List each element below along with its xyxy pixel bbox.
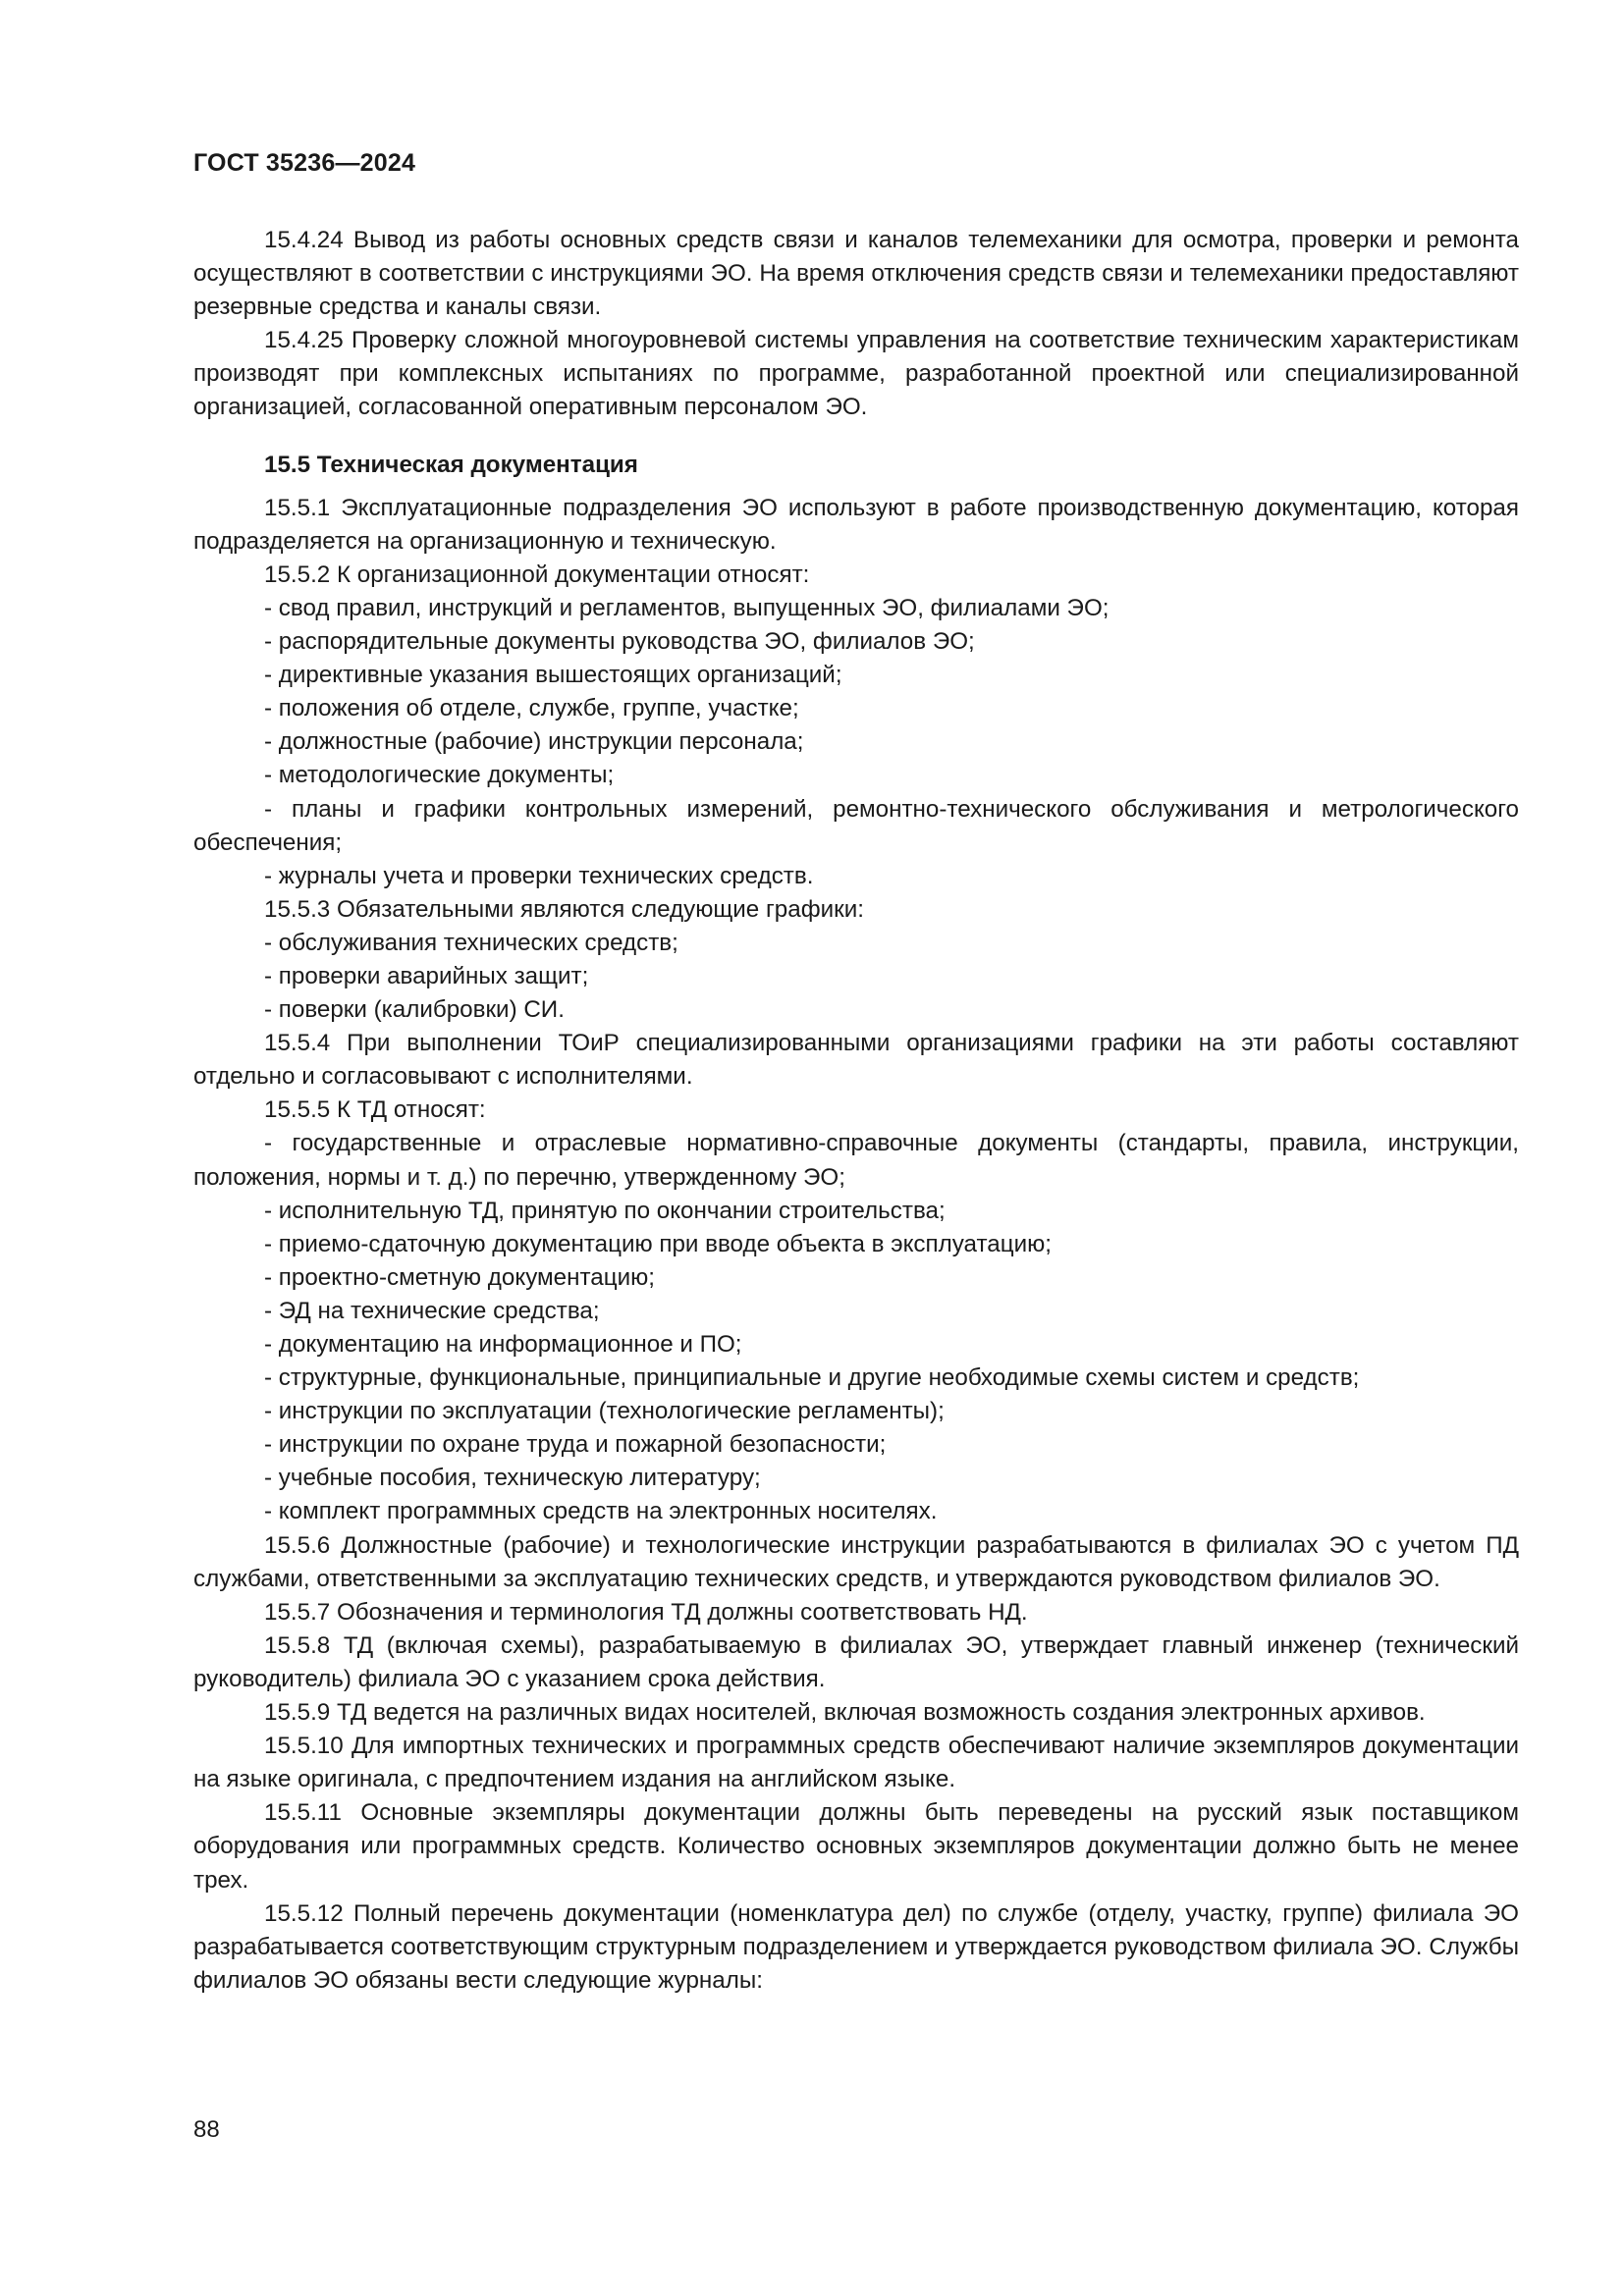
list-item: - свод правил, инструкций и регламентов, выпущенных ЭО, филиалами ЭО;: [264, 594, 1110, 621]
paragraph-15-5-8: 15.5.8 ТД (включая схемы), разрабатываемую в филиалах ЭО, утверждает главный инженер (технический руководитель) филиала ЭО с указанием срока действия.: [193, 1631, 1519, 1692]
paragraph-15-5-2: 15.5.2 К организационной документации относят:: [264, 561, 810, 588]
paragraph-15-5-6: 15.5.6 Должностные (рабочие) и технологические инструкции разрабатываются в филиалах ЭО с учетом ПД службами, ответственными за эксплуатацию технических средств, и утверждаются руководством филиалов ЭО.: [193, 1531, 1519, 1592]
document-body: [193, 224, 1519, 1998]
paragraph-15-5-4: 15.5.4 При выполнении ТОиР специализированными организациями графики на эти работы составляют отдельно и согласовывают с исполнителями.: [193, 1030, 1519, 1091]
list-item: - обслуживания технических средств;: [264, 929, 678, 956]
list-item: - поверки (калибровки) СИ.: [264, 996, 565, 1024]
list-item: - инструкции по охране труда и пожарной безопасности;: [264, 1431, 887, 1459]
list-item: - журналы учета и проверки технических средств.: [264, 862, 814, 889]
paragraph-15-5-7: 15.5.7 Обозначения и терминология ТД должны соответствовать НД.: [264, 1598, 1028, 1626]
paragraph-15-5-10: 15.5.10 Для импортных технических и программных средств обеспечивают наличие экземпляров документации на языке оригинала, с предпочтением издания на английском языке.: [193, 1733, 1519, 1793]
list-organizational-docs: [193, 592, 1519, 893]
list-item: - инструкции по эксплуатации (технологические регламенты);: [264, 1398, 945, 1425]
paragraph-15-5-5: 15.5.5 К ТД относят:: [264, 1096, 486, 1124]
list-item: - приемо-сдаточную документацию при вводе объекта в эксплуатацию;: [264, 1230, 1052, 1257]
list-item: - документацию на информационное и ПО;: [264, 1331, 742, 1358]
document-header-id: ГОСТ 35236—2024: [193, 149, 416, 177]
page-number: 88: [193, 2116, 220, 2143]
list-item: - распорядительные документы руководства ЭО, филиалов ЭО;: [264, 628, 975, 656]
list-item: - структурные, функциональные, принципиальные и другие необходимые схемы систем и средств;: [264, 1364, 1360, 1392]
list-item: - государственные и отраслевые нормативно-справочные документы (стандарты, правила, инструкции, положения, нормы и т. д.) по перечню, утвержденному ЭО;: [193, 1130, 1519, 1191]
list-item: - директивные указания вышестоящих организаций;: [264, 662, 842, 689]
paragraph-15-5-12: 15.5.12 Полный перечень документации (номенклатура дел) по службе (отделу, участку, группе) филиала ЭО разрабатывается соответствующим структурным подразделением и утверждается руководством филиала ЭО. Службы филиалов ЭО обязаны вести следующие журналы:: [193, 1899, 1519, 1994]
paragraph-15-4-24: 15.4.24 Вывод из работы основных средств связи и каналов телемеханики для осмотра, проверки и ремонта осуществляют в соответствии с инструкциями ЭО. На время отключения средств связи и телемеханики предоставляют резервные средства и каналы связи.: [193, 227, 1519, 321]
paragraph-15-5-3: 15.5.3 Обязательными являются следующие графики:: [264, 895, 864, 923]
paragraph-15-5-1: 15.5.1 Эксплуатационные подразделения ЭО используют в работе производственную документацию, которая подразделяется на организационную и техническую.: [193, 494, 1519, 555]
list-technical-docs: [193, 1127, 1519, 1528]
list-item: - планы и графики контрольных измерений, ремонтно-технического обслуживания и метрологического обеспечения;: [193, 795, 1519, 856]
paragraph-15-5-11: 15.5.11 Основные экземпляры документации должны быть переведены на русский язык поставщиком оборудования или программных средств. Количество основных экземпляров документации должно быть не менее трех.: [193, 1799, 1519, 1894]
list-item: - положения об отделе, службе, группе, участке;: [264, 695, 799, 722]
list-item: - учебные пособия, техническую литературу;: [264, 1465, 761, 1492]
list-mandatory-schedules: [193, 927, 1519, 1027]
list-item: - комплект программных средств на электронных носителях.: [264, 1498, 938, 1525]
section-title-15-5: 15.5 Техническая документация: [264, 451, 638, 478]
list-item: - методологические документы;: [264, 762, 615, 789]
paragraph-15-4-25: 15.4.25 Проверку сложной многоуровневой системы управления на соответствие техническим характеристикам производят при комплексных испытаниях по программе, разработанной проектной или специализированной организацией, согласованной оперативным персоналом ЭО.: [193, 327, 1519, 421]
paragraph-15-5-9: 15.5.9 ТД ведется на различных видах носителей, включая возможность создания электронных архивов.: [264, 1699, 1426, 1727]
list-item: - проверки аварийных защит;: [264, 962, 589, 989]
list-item: - должностные (рабочие) инструкции персонала;: [264, 728, 804, 756]
list-item: - проектно-сметную документацию;: [264, 1263, 655, 1291]
list-item: - исполнительную ТД, принятую по окончании строительства;: [264, 1197, 946, 1224]
list-item: - ЭД на технические средства;: [264, 1297, 600, 1324]
